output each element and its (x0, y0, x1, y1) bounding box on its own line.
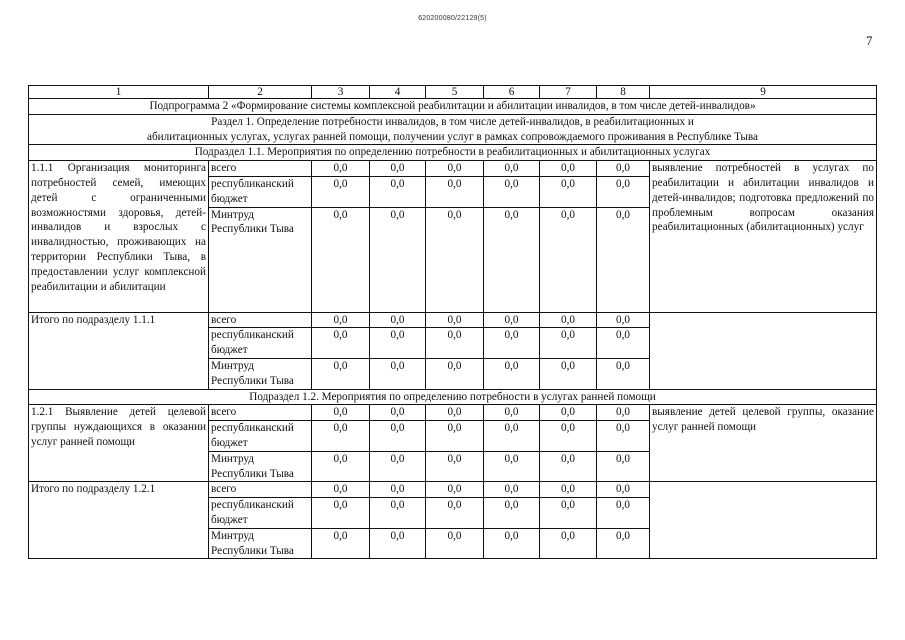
column-number: 8 (597, 86, 650, 99)
funding-value: 0,0 (370, 482, 426, 498)
column-number: 6 (484, 86, 540, 99)
funding-value: 0,0 (597, 207, 650, 312)
section-title-line1: Раздел 1. Определение потребности инвалидов, в том числе детей-инвалидов, в реабилитационных и (211, 115, 694, 128)
funding-value: 0,0 (597, 498, 650, 529)
table-row (29, 161, 877, 177)
funding-value: 0,0 (312, 207, 370, 312)
funding-source: республиканский бюджет (209, 498, 312, 529)
funding-value: 0,0 (370, 328, 426, 359)
funding-value: 0,0 (597, 161, 650, 177)
funding-value: 0,0 (540, 207, 597, 312)
funding-value: 0,0 (312, 312, 370, 328)
funding-value: 0,0 (426, 498, 484, 529)
funding-value: 0,0 (597, 176, 650, 207)
funding-value: 0,0 (426, 405, 484, 421)
funding-value: 0,0 (370, 207, 426, 312)
column-number: 7 (540, 86, 597, 99)
expected-result: выявление детей целевой группы, оказание услуг ранней помощи (650, 405, 877, 482)
activity-name: 1.2.1 Выявление детей целевой группы нуждающихся в оказании услуг ранней помощи (29, 405, 209, 482)
funding-value: 0,0 (484, 328, 540, 359)
column-number: 4 (370, 86, 426, 99)
column-number: 3 (312, 86, 370, 99)
subsection-1-1-row (29, 145, 877, 161)
funding-value: 0,0 (312, 176, 370, 207)
column-number: 5 (426, 86, 484, 99)
funding-source: Минтруд Республики Тыва (209, 451, 312, 482)
subsection-title: Подраздел 1.1. Мероприятия по определению потребности в реабилитационных и абилитационных услугах (29, 145, 877, 161)
funding-source: Минтруд Республики Тыва (209, 528, 312, 559)
funding-source: всего (209, 312, 312, 328)
table-row (29, 405, 877, 421)
table-row (29, 312, 877, 328)
funding-value: 0,0 (484, 312, 540, 328)
funding-value: 0,0 (597, 482, 650, 498)
funding-value: 0,0 (484, 421, 540, 452)
funding-value: 0,0 (540, 328, 597, 359)
funding-value: 0,0 (597, 405, 650, 421)
funding-value: 0,0 (484, 161, 540, 177)
funding-value: 0,0 (370, 176, 426, 207)
funding-value: 0,0 (484, 451, 540, 482)
funding-value: 0,0 (426, 421, 484, 452)
funding-value: 0,0 (370, 161, 426, 177)
funding-value: 0,0 (312, 161, 370, 177)
subsection-title: Подраздел 1.2. Мероприятия по определению потребности в услугах ранней помощи (29, 389, 877, 405)
funding-value: 0,0 (484, 482, 540, 498)
funding-value: 0,0 (312, 328, 370, 359)
table-row (29, 482, 877, 498)
funding-value: 0,0 (426, 451, 484, 482)
funding-value: 0,0 (426, 528, 484, 559)
program-table (28, 85, 877, 559)
section-title-line2: абилитационных услугах, услугах ранней помощи, получении услуг в рамках сопровождаемого проживания в Республике Тыва (147, 130, 758, 143)
funding-value: 0,0 (540, 358, 597, 389)
column-number: 2 (209, 86, 312, 99)
funding-value: 0,0 (597, 358, 650, 389)
funding-value: 0,0 (370, 451, 426, 482)
expected-result (650, 482, 877, 559)
funding-value: 0,0 (484, 358, 540, 389)
funding-value: 0,0 (370, 421, 426, 452)
document-code: 620200080/22129(5) (418, 15, 487, 22)
funding-value: 0,0 (540, 312, 597, 328)
funding-value: 0,0 (484, 498, 540, 529)
funding-value: 0,0 (540, 451, 597, 482)
funding-value: 0,0 (597, 328, 650, 359)
funding-source: республиканский бюджет (209, 421, 312, 452)
funding-value: 0,0 (312, 358, 370, 389)
funding-value: 0,0 (312, 421, 370, 452)
funding-value: 0,0 (426, 482, 484, 498)
funding-source: Минтруд Республики Тыва (209, 358, 312, 389)
funding-source: республиканский бюджет (209, 328, 312, 359)
column-number-row (29, 86, 877, 99)
expected-result: выявление потребностей в услугах по реабилитации и абилитации инвалидов и детей-инвалидов; подготовка предложений по проблемным вопросам оказания реабилитационных (абилитационных) услуг (650, 161, 877, 312)
funding-value: 0,0 (370, 498, 426, 529)
funding-value: 0,0 (540, 176, 597, 207)
funding-value: 0,0 (312, 528, 370, 559)
funding-value: 0,0 (426, 176, 484, 207)
funding-value: 0,0 (540, 405, 597, 421)
funding-value: 0,0 (312, 451, 370, 482)
funding-value: 0,0 (426, 207, 484, 312)
section-row (29, 114, 877, 145)
subprogram-row (29, 99, 877, 115)
column-number: 9 (650, 86, 877, 99)
funding-value: 0,0 (597, 421, 650, 452)
column-number: 1 (29, 86, 209, 99)
funding-value: 0,0 (484, 207, 540, 312)
funding-value: 0,0 (312, 498, 370, 529)
section-title (29, 114, 877, 145)
activity-name: Итого по подразделу 1.2.1 (29, 482, 209, 559)
funding-value: 0,0 (540, 528, 597, 559)
expected-result (650, 312, 877, 389)
funding-value: 0,0 (597, 451, 650, 482)
funding-value: 0,0 (426, 358, 484, 389)
subsection-1-2-row (29, 389, 877, 405)
funding-value: 0,0 (484, 528, 540, 559)
funding-value: 0,0 (312, 482, 370, 498)
page-number: 7 (866, 33, 873, 48)
funding-value: 0,0 (426, 312, 484, 328)
funding-value: 0,0 (540, 482, 597, 498)
funding-value: 0,0 (540, 498, 597, 529)
funding-value: 0,0 (312, 405, 370, 421)
funding-value: 0,0 (370, 528, 426, 559)
funding-value: 0,0 (540, 161, 597, 177)
funding-source: всего (209, 405, 312, 421)
funding-value: 0,0 (370, 358, 426, 389)
funding-value: 0,0 (597, 528, 650, 559)
funding-source: Минтруд Республики Тыва (209, 207, 312, 312)
funding-value: 0,0 (484, 405, 540, 421)
activity-name: Итого по подразделу 1.1.1 (29, 312, 209, 389)
subprogram-title: Подпрограмма 2 «Формирование системы комплексной реабилитации и абилитации инвалидов, в том числе детей-инвалидов» (29, 99, 877, 115)
funding-value: 0,0 (540, 421, 597, 452)
funding-source: республиканский бюджет (209, 176, 312, 207)
funding-value: 0,0 (426, 161, 484, 177)
funding-value: 0,0 (370, 312, 426, 328)
funding-source: всего (209, 482, 312, 498)
funding-value: 0,0 (597, 312, 650, 328)
activity-name: 1.1.1 Организация мониторинга потребностей семей, имеющих детей с ограниченными возможностями здоровья, детей-инвалидов и взрослых с инвалидностью, проживающих на территории Республики Тыва, в предоставлении услуг комплексной реабилитации и абилитации (29, 161, 209, 312)
funding-value: 0,0 (370, 405, 426, 421)
funding-source: всего (209, 161, 312, 177)
funding-value: 0,0 (426, 328, 484, 359)
funding-value: 0,0 (484, 176, 540, 207)
